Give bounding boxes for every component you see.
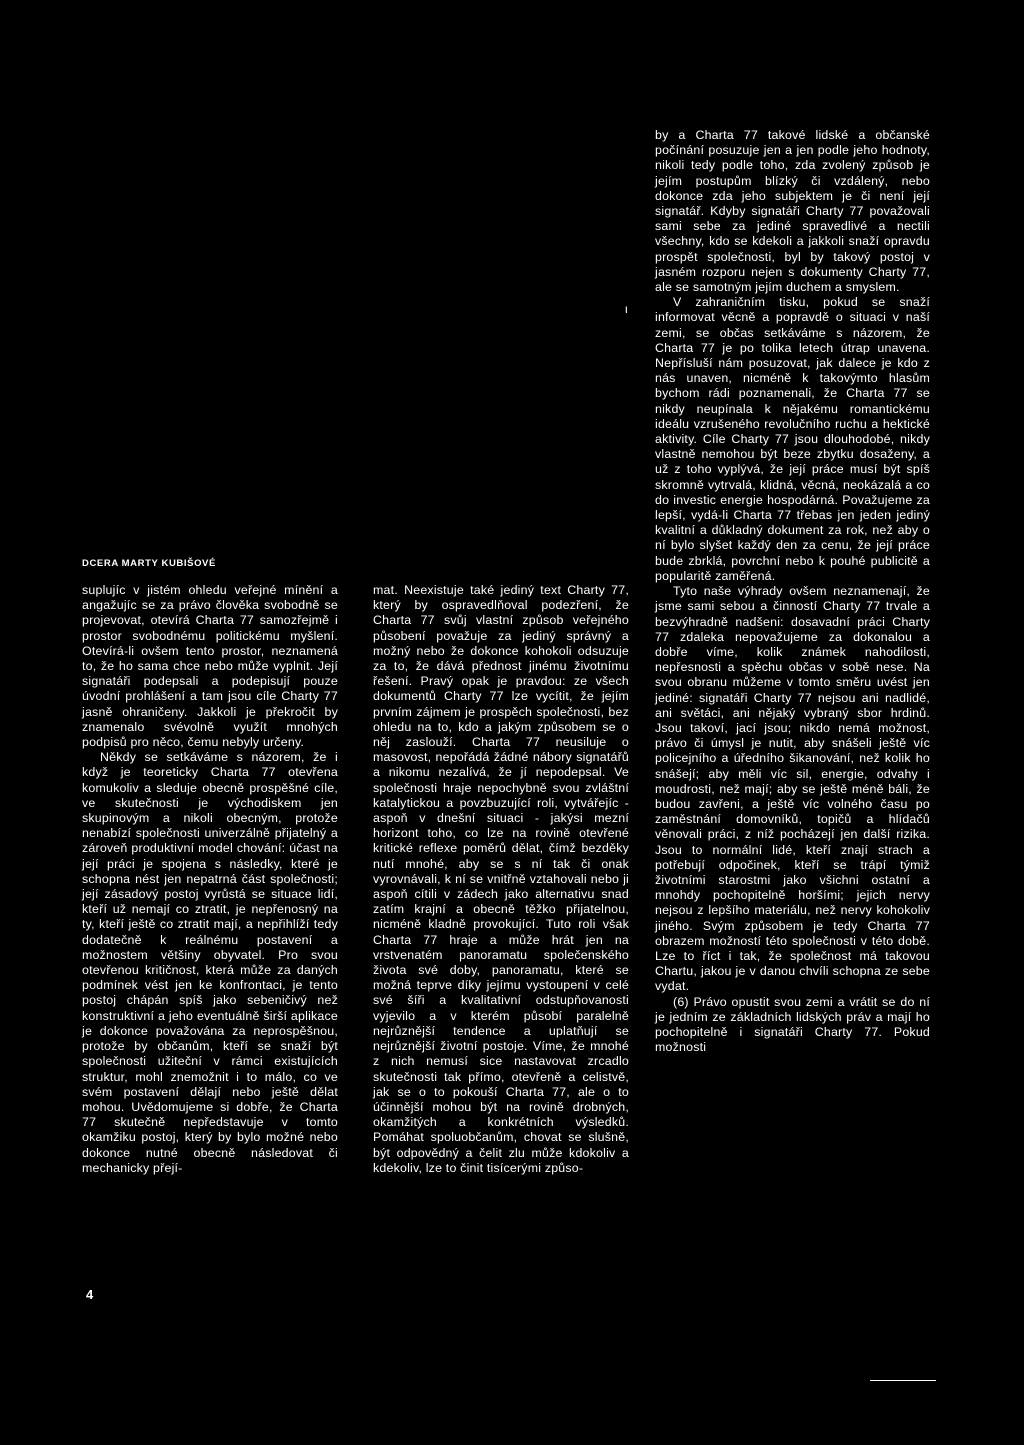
page-number: 4 — [86, 1287, 94, 1302]
paragraph: Někdy se setkáváme s názorem, že i když je teoreticky Charta 77 otevřena komukoliv a sleduje obecně prospěšné cíle, ve skutečnosti je východiskem jen skupinovým a nikoli obecným, protože nenabízí společnosti univerzálně přijatelný a zároveň produktivní model chování: účast na její práci je spojena s následky, které je schopna nést jen nepatrná část společnosti; její zásadový postoj vyrůstá se situace lidí, kteří už nemají co ztratit, je nepřenosný na ty, kteří ještě co ztratit mají, a nepřihlíží tedy dodatečně k reálnému postavení a možnostem většiny obyvatel. Pro svou otevřenou kritičnost, která může za daných podmínek vést jen ke konfrontaci, je tento postoj chápán spíš jako sebeničivý než konstruktivní a jeho eventuálně širší aplikace je dokonce považována za neprospěšnou, protože by občanům, kteří se snaží být společnosti užiteční v rámci existujících struktur, mohl znemožnit i to málo, co ve svém postavení dělají nebo ještě dělat mohou. Uvědomujeme si dobře, že Charta 77 skutečně nepředstavuje v tomto okamžiku postoj, který by bylo možné nebo dokonce nutné obecně následovat či mechanicky přejí- — [82, 750, 338, 1175]
paragraph: V zahraničním tisku, pokud se snaží informovat věcně a popravdě o situaci v naší zemi, se občas setkáváme s názorem, že Charta 77 je po tolika letech útrap unavena. Nepřísluší nám posuzovat, jak dalece je kdo z nás unaven, nicméně k takovýmto hlasům bychom rádi poznamenali, že Charta 77 se nikdy neupínala k nějakému romantickému ideálu vzrušeného revolučního ruchu a hektické aktivity. Cíle Charty 77 jsou dlouhodobé, nikdy vlastně nemohou být beze zbytku dosaženy, a už z toho vyplývá, že její práce musí být spíš skromně vytrvalá, klidná, věcná, neokázalá a co do investic energie hospodárná. Považujeme za lepší, vydá-li Charta 77 třebas jen jeden jediný kvalitní a důkladný dokument za rok, než aby o ní bylo slyšet každý den za cenu, že její práce bude zbrklá, povrchní nebo k pouhé publicitě a popularitě zaměřená. — [655, 295, 930, 583]
text-column-3 — [655, 128, 930, 1055]
paragraph: mat. Neexistuje také jediný text Charty 77, který by ospravedlňoval podezření, že Charta 77 svůj vlastní způsob veřejného působení považuje za jediný správný a možný nebo že dokonce kohokoli odsuzuje za to, že dává přednost jinému životnímu řešení. Pravý opak je pravdou: ze všech dokumentů Charty 77 lze vycítit, že jejím prvním zájmem je prospěch společnosti, bez ohledu na to, kdo a jakým způsobem se o něj zaslouží. Charta 77 neusiluje o masovost, nepořádá žádné nábory signatářů a nikomu nezalívá, že jí nepodepsal. Ve společnosti hraje nepochybně svou zvláštní katalytickou a povzbuzující roli, vytvářejíc - aspoň v dnešní situaci - jakýsi mezní horizont toho, co lze na rovině otevřené kritické reflexe poměrů dělat, čímž bezděky nutí mnohé, aby se s ní tak či onak vyrovnávali, k ní se vnitřně vztahovali nebo ji aspoň cítili v zádech jako alternativu snad zatím krajní a obecně těžko přijatelnou, nicméně kladně provokující. Tuto roli však Charta 77 hraje a může hrát jen na vrstvenatém panoramatu společenského života své doby, panoramatu, které se možná teprve díky jejímu vystoupení v celé své šíři a kvalitativní odstupňovanosti vyjevilo a v kterém působí paralelně nejrůznější tendence a uplatňují se nejrůznější životní postoje. Víme, že mnohé z nich nemusí sice nastavovat zrcadlo skutečnosti tak přímo, otevřeně a celistvě, jak se o to pokouší Charta 77, ale o to účinnější mohou být na rovině drobných, okamžitých a konkrétních výsledků. Pomáhat spoluobčanům, chovat se slušně, být odpovědný a čelit zlu může kdokoliv a kdekoliv, lze to činit tisícerými způso- — [373, 583, 629, 1175]
paragraph: Tyto naše výhrady ovšem neznamenají, že jsme sami sebou a činností Charty 77 trvale a bezvýhradně nadšeni: dosavadní práci Charty 77 zdaleka nepovažujeme za dokonalou a dobře víme, kolik známek nahodilosti, nepřesnosti a spěchu občas v sobě nese. Na svou obranu můžeme v tomto směru uvést jen jediné: signatáři Charty 77 nejsou ani nadlidé, ani světáci, ani nějaký vybraný sbor hrdinů. Jsou takoví, jací jsou; nikdo nemá možnost, právo či úmysl je nutit, aby snášeli ještě víc policejního a úředního šikanování, než kolik ho snášejí; aby měli víc sil, energie, odvahy i moudrosti, než mají; aby se ještě méně báli, že budou zavřeni, a ještě víc volného času po zaměstnání domovníků, topičů a hlídačů věnovali práci, z níž pocházejí jen další rizika. Jsou to normální lidé, kteří znají strach a potřebují odpočinek, kteří se trápí týmiž životními starostmi jako všichni ostatní a mnohdy pochopitelně horšími; jejich nervy nejsou z lepšího materiálu, než nervy kohokoliv jiného. Svým způsobem je tedy Charta 77 obrazem možností této společnosti v této době. Lze to říct i tak, že společnost má takovou Chartu, jakou je v danou chvíli schopna ze sebe vydat. — [655, 584, 930, 994]
paragraph: (6) Právo opustit svou zemi a vrátit se do ní je jedním ze základních lidských práv a mají ho pochopitelně i signatáři Charty 77. Pokud možnosti — [655, 994, 930, 1055]
text-column-2 — [373, 583, 629, 1176]
footer-rule — [870, 1380, 936, 1381]
stray-mark: ι — [625, 302, 628, 316]
paragraph: suplujíc v jistém ohledu veřejné mínění a angažujíc se za právo člověka svobodně se projevovat, otevírá Charta 77 samozřejmě i prostor svobodnému politickému myšlení. Otevírá-li ovšem tento prostor, neznamená to, že ho sama chce nebo může vyplnit. Její signatáři podepsali a podepisují pouze úvodní prohlášení a tam jsou cíle Charty 77 jasně ohraničeny. Jakkoli je překročit by znamenalo svévolně využít mnohých podpisů pro něco, čemu nebyly určeny. — [82, 583, 338, 750]
text-column-1 — [82, 583, 338, 1176]
paragraph: by a Charta 77 takové lidské a občanské počínání posuzuje jen a jen podle jeho hodnoty, nikoli tedy podle toho, zda zvolený způsob je jejím postupům blízký či vzdálený, nebo dokonce zda jeho subjektem je či není její signatář. Kdyby signatáři Charty 77 považovali sami sebe za jediné spravedlivé a nectili všechny, kdo se kdekoli a jakkoli snaží opravdu prospět společnosti, byl by takový postoj v jasném rozporu nejen s dokumenty Charty 77, ale se samotným jejím duchem a smyslem. — [655, 128, 930, 295]
author-caption: DCERA MARTY KUBIŠOVÉ — [82, 558, 216, 569]
